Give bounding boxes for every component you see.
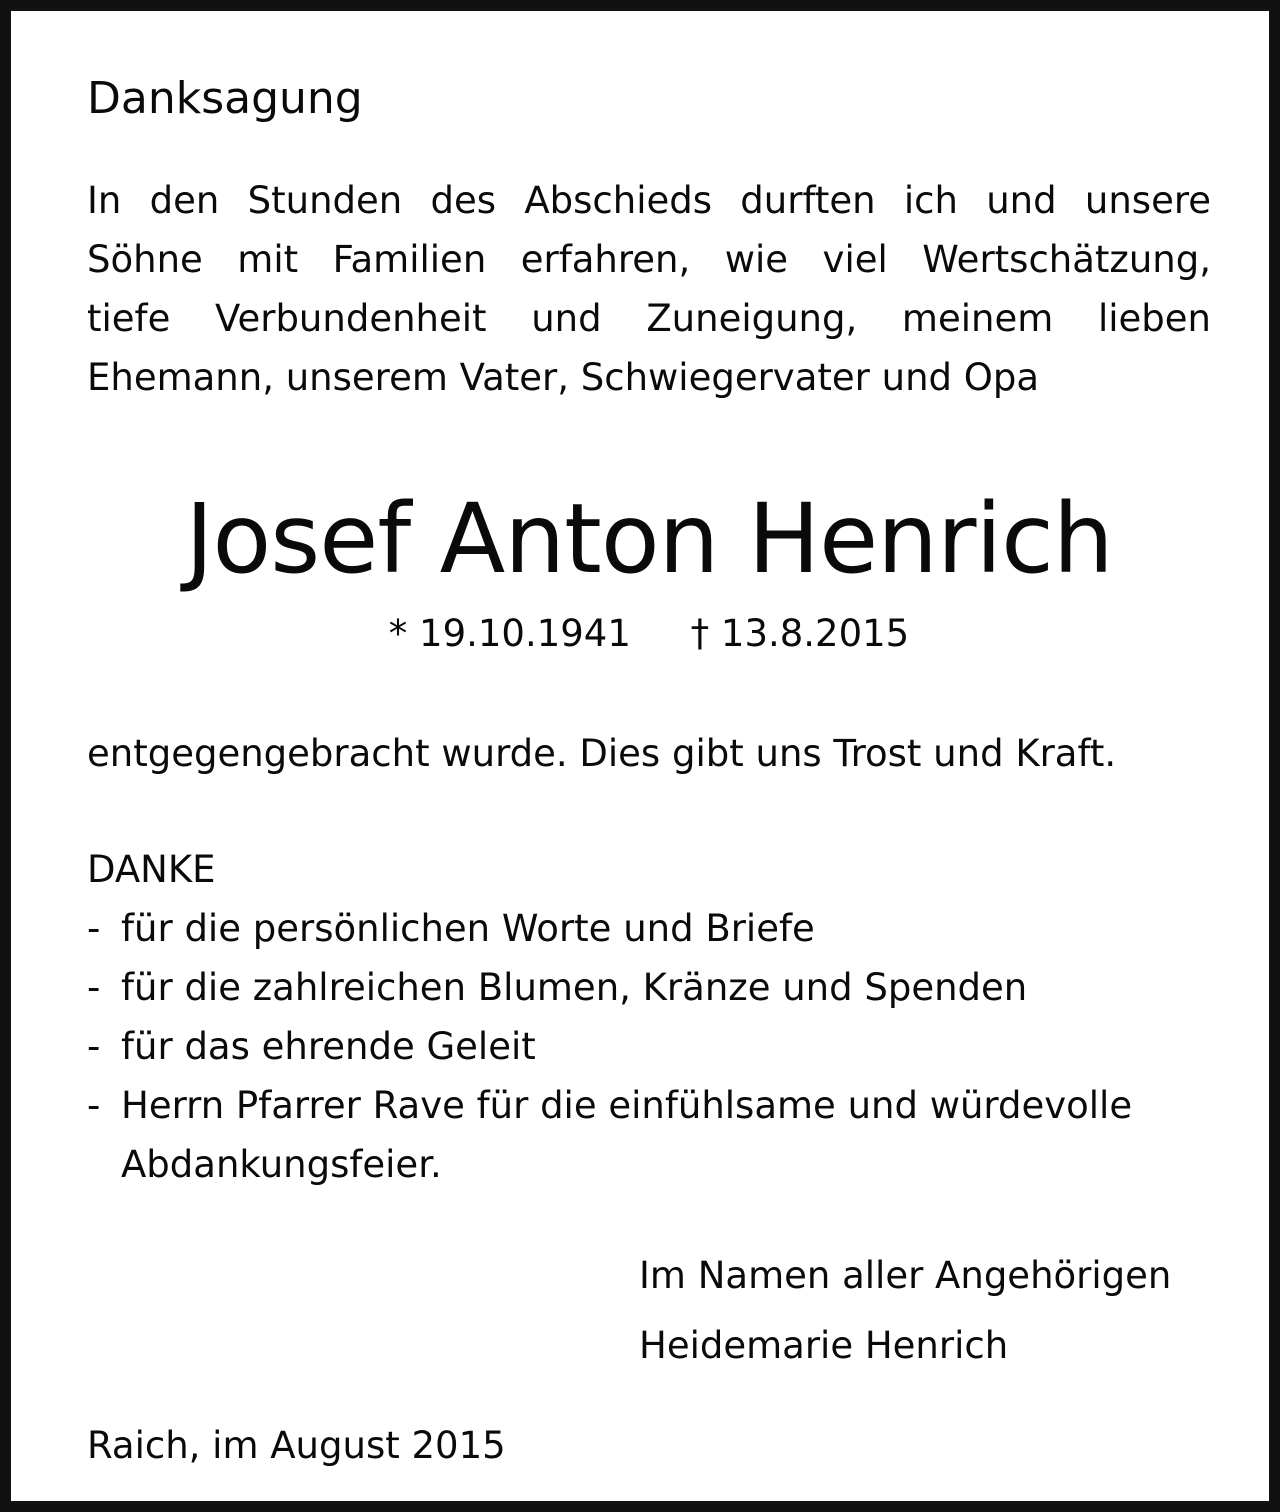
list-item-continuation — [87, 1135, 1211, 1194]
birth-date: * 19.10.1941 — [388, 612, 631, 655]
list-item-text: Abdankungsfeier. — [121, 1143, 442, 1186]
intro-line: Söhne mit Familien erfahren, wie viel Wertschätzung, — [87, 238, 1211, 281]
list-dash: - — [87, 1084, 101, 1127]
list-item-text: für das ehrende Geleit — [121, 1025, 536, 1068]
signature-block — [639, 1241, 1171, 1381]
signature-line: Im Namen aller Angehörigen — [639, 1254, 1172, 1297]
list-dash: - — [87, 907, 101, 950]
list-item-text: für die persönlichen Worte und Briefe — [121, 907, 815, 950]
notice-heading: Danksagung — [87, 73, 363, 124]
list-item — [87, 1076, 1211, 1135]
closing-sentence: entgegengebracht wurde. Dies gibt uns Trost und Kraft. — [87, 732, 1117, 775]
list-item-text: für die zahlreichen Blumen, Kränze und Spenden — [121, 966, 1028, 1009]
intro-line: tiefe Verbundenheit und Zuneigung, meinem lieben — [87, 297, 1211, 340]
list-item-text: Herrn Pfarrer Rave für die einfühlsame und würdevolle — [121, 1084, 1133, 1127]
intro-paragraph — [87, 171, 1211, 407]
danke-heading: DANKE — [87, 848, 216, 891]
thanks-list — [87, 899, 1211, 1194]
place-date: Raich, im August 2015 — [87, 1424, 506, 1467]
deceased-name: Josef Anton Henrich — [185, 483, 1113, 595]
list-dash: - — [87, 966, 101, 1009]
death-date: † 13.8.2015 — [690, 612, 910, 655]
intro-line: In den Stunden des Abschieds durften ich und unsere — [87, 179, 1211, 222]
list-item — [87, 899, 1211, 958]
list-item — [87, 958, 1211, 1017]
life-dates — [87, 609, 1211, 659]
list-item — [87, 1017, 1211, 1076]
list-dash: - — [87, 1025, 101, 1068]
signature-name: Heidemarie Henrich — [639, 1324, 1009, 1367]
intro-line: Ehemann, unserem Vater, Schwiegervater und Opa — [87, 356, 1040, 399]
